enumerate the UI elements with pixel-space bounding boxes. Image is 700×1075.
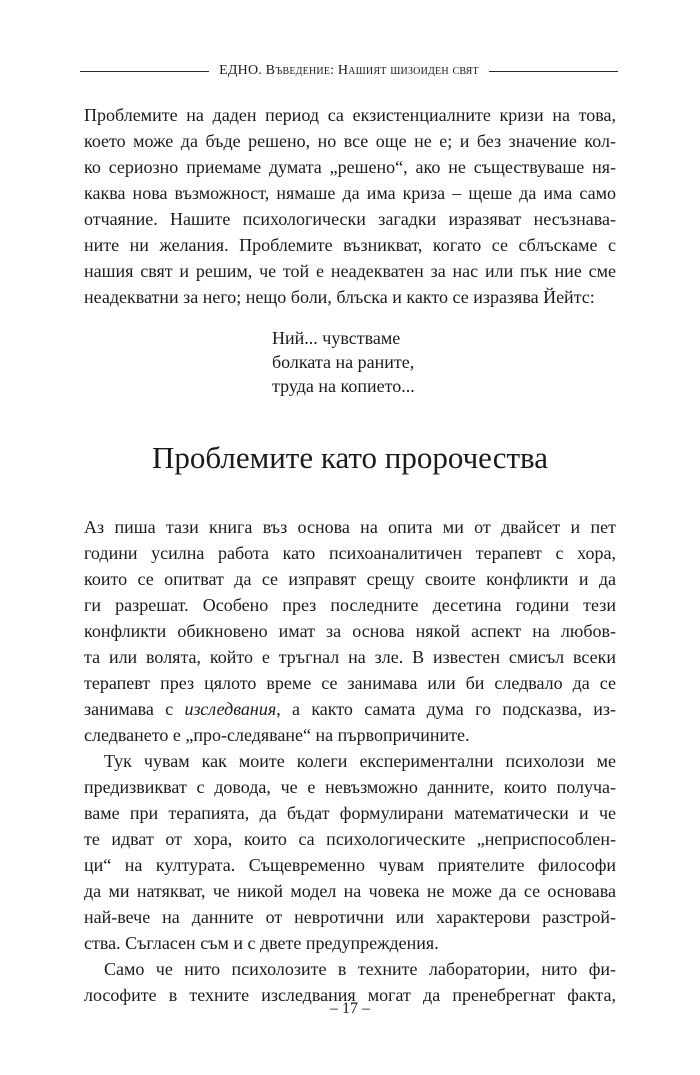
text-line: да ми натякват, че никой модел на човека не може да се основава xyxy=(84,881,616,901)
paragraph-1 xyxy=(84,102,616,310)
text-line: ните ни желания. Проблемите възникват, когато се сблъскаме с xyxy=(84,235,616,255)
text-line: което може да бъде решено, но все още не е; и без значение кол- xyxy=(84,131,616,151)
text-line: ги разрешат. Особено през последните десетина години тези xyxy=(84,595,616,615)
text-line: предизвикват с довода, че е невъзможно данните, които получа- xyxy=(84,777,616,797)
running-title: ЕДНО. Въведение: Нашият шизоиден свят xyxy=(219,63,479,78)
text-line: Тук чувам как моите колеги експериментални психолози ме xyxy=(104,751,616,771)
text-fragment: занимава с xyxy=(84,699,185,719)
page-number: – 17 – xyxy=(330,1000,370,1017)
text-line: ко сериозно приемаме думата „решено“, ако не съществуваше ня- xyxy=(84,157,616,177)
header-rule-right xyxy=(489,71,618,72)
text-line: ства. Съгласен съм и с двете предупреждения. xyxy=(84,933,439,953)
text-line: конфликти обикновено имат за основа някой аспект на любов- xyxy=(84,621,616,641)
italic-term: изследвания xyxy=(184,699,277,719)
text-line: години усилна работа като психоаналитичен терапевт с хора, xyxy=(84,543,616,563)
text-line: нашия свят и решим, че той е неадекватен за нас или пък ние сме xyxy=(84,261,616,281)
text-line: лософите в техните изследвания могат да пренебрегнат факта, xyxy=(84,985,616,1005)
page-body xyxy=(84,102,616,1008)
text-line: които се опитват да се изправят срещу своите конфликти и да xyxy=(84,569,616,589)
text-line: отчаяние. Нашите психологически загадки изразяват несъзнава- xyxy=(84,209,616,229)
text-line: терапевт през цялото време се занимава или би следвало да се xyxy=(84,673,616,693)
running-header xyxy=(80,60,618,82)
text-line: следването е „про-следяване“ на първопричините. xyxy=(84,725,470,745)
section-heading: Проблемите като пророчества xyxy=(151,440,549,475)
text-line: каква нова възможност, нямаше да има криза – щеше да има само xyxy=(84,183,616,203)
poem-line: труда на копието... xyxy=(272,376,415,396)
paragraph-2 xyxy=(84,514,616,748)
text-line: ци“ на културата. Същевременно чувам приятелите философи xyxy=(84,855,616,875)
header-rule-left xyxy=(80,71,209,72)
text-line: та или волята, който е тръгнал на зле. В известен смисъл всеки xyxy=(84,647,616,667)
text-line: Аз пиша тази книга въз основа на опита ми от двайсет и пет xyxy=(84,517,616,537)
paragraph-3 xyxy=(84,748,616,956)
text-line: Само че нито психолозите в техните лаборатории, нито фи- xyxy=(104,959,616,979)
text-line xyxy=(84,696,616,722)
text-line: Проблемите на даден период са екзистенциалните кризи на това, xyxy=(84,105,616,125)
text-line: неадекватни за него; нещо боли, блъска и както се изразява Йейтс: xyxy=(84,287,595,307)
text-line: ваме при терапията, да бъдат формулирани математически и че xyxy=(84,803,616,823)
poem-line: Ний... чувстваме xyxy=(272,328,401,348)
poem-line: болката на раните, xyxy=(272,352,415,372)
text-line: най-вече на данните от невротични или характерови разстрой- xyxy=(84,907,616,927)
poem-quote xyxy=(272,326,616,398)
text-fragment: , а както самата дума го подсказва, из- xyxy=(276,699,616,719)
text-line: те идват от хора, които са психологическите „неприспособлен- xyxy=(84,829,616,849)
